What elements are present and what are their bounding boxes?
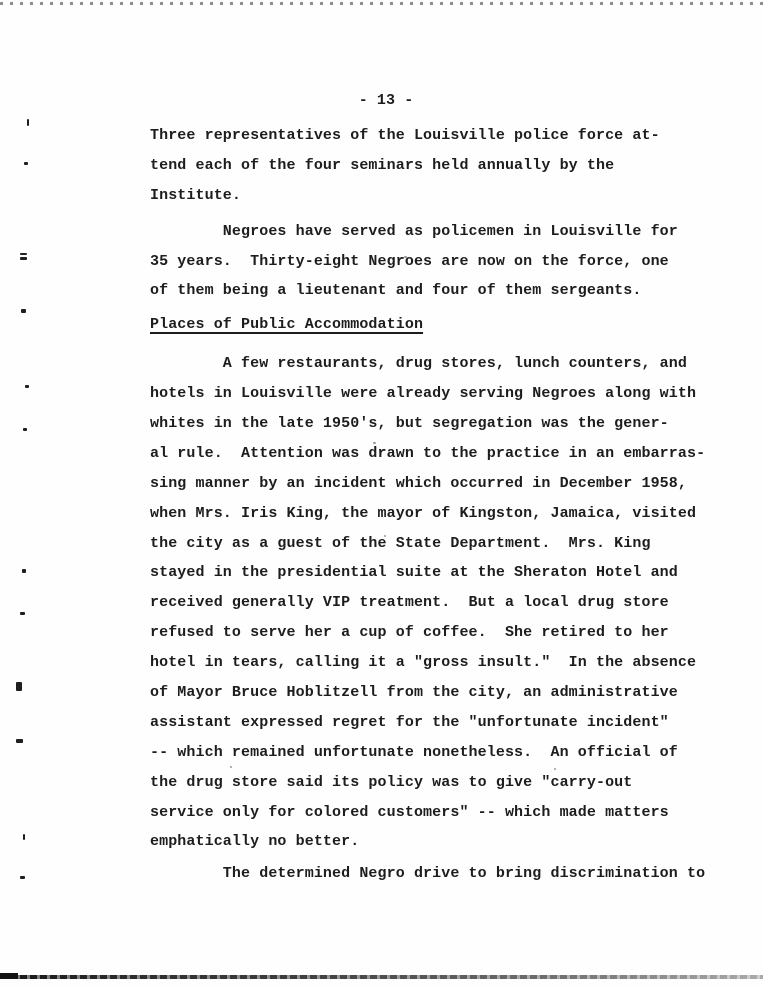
page-number: - 13 - — [358, 92, 414, 109]
ink-speck — [16, 682, 22, 691]
text-line: hotels in Louisville were already serving Negroes along with — [150, 385, 697, 403]
paragraph — [150, 217, 715, 307]
paragraph — [150, 121, 715, 211]
text-line: sing manner by an incident which occurred in December 1958, — [150, 474, 687, 492]
page-top-edge-perforation — [0, 2, 763, 5]
ink-speck — [20, 612, 25, 615]
paragraph — [150, 349, 715, 857]
text-line: the drug store said its policy was to give "carry-out — [150, 773, 633, 791]
ink-speck — [22, 569, 26, 573]
ink-speck — [23, 428, 27, 431]
page-bottom-left-smudge — [0, 973, 18, 979]
text-line: hotel in tears, calling it a "gross insult." In the absence — [150, 654, 697, 672]
ink-speck — [24, 162, 28, 165]
text-line: stayed in the presidential suite at the Sheraton Hotel and — [150, 564, 678, 582]
text-line: when Mrs. Iris King, the mayor of Kingston, Jamaica, visited — [150, 504, 697, 522]
text-line: Three representatives of the Louisville police force at- — [150, 127, 660, 144]
text-line: of them being a lieutenant and four of them sergeants. — [150, 282, 642, 300]
text-line: of Mayor Bruce Hoblitzell from the city, an administrative — [150, 684, 678, 702]
document-body — [150, 121, 715, 889]
text-line: the city as a guest of the State Department. Mrs. King — [150, 534, 651, 552]
text-line: emphatically no better. — [150, 833, 360, 851]
ink-speck — [21, 309, 26, 313]
text-line: whites in the late 1950's, but segregation was the gener- — [150, 415, 669, 433]
ink-speck — [554, 768, 556, 770]
ink-speck — [20, 257, 27, 260]
ink-speck — [373, 442, 376, 444]
text-line: received generally VIP treatment. But a local drug store — [150, 594, 669, 612]
paragraph — [150, 859, 715, 889]
ink-speck — [20, 876, 25, 879]
document-text-column — [150, 86, 715, 889]
text-line: service only for colored customers" -- which made matters — [150, 803, 669, 821]
ink-speck — [25, 385, 29, 388]
ink-speck — [23, 834, 25, 840]
section-heading: Places of Public Accommodation — [150, 316, 424, 334]
ink-speck — [384, 535, 386, 537]
text-line: tend each of the four seminars held annually by the — [150, 156, 615, 174]
text-line: Negroes have served as policemen in Louisville for — [150, 222, 678, 240]
text-line: The determined Negro drive to bring discrimination to — [150, 865, 706, 883]
text-line: -- which remained unfortunate nonetheless. An official of — [150, 743, 678, 761]
text-line: 35 years. Thirty-eight Negroes are now on the force, one — [150, 252, 669, 270]
page-bottom-edge-line — [0, 975, 763, 979]
ink-speck — [20, 253, 27, 255]
text-line: refused to serve her a cup of coffee. She retired to her — [150, 624, 669, 642]
ink-speck — [27, 119, 29, 126]
ink-speck — [16, 739, 23, 743]
text-line: al rule. Attention was drawn to the practice in an embarras- — [150, 444, 706, 462]
text-line: Institute. — [150, 186, 242, 204]
text-line: A few restaurants, drug stores, lunch counters, and — [150, 355, 687, 373]
ink-speck — [230, 766, 232, 768]
ink-speck — [404, 256, 407, 258]
text-line: assistant expressed regret for the "unfortunate incident" — [150, 713, 669, 731]
